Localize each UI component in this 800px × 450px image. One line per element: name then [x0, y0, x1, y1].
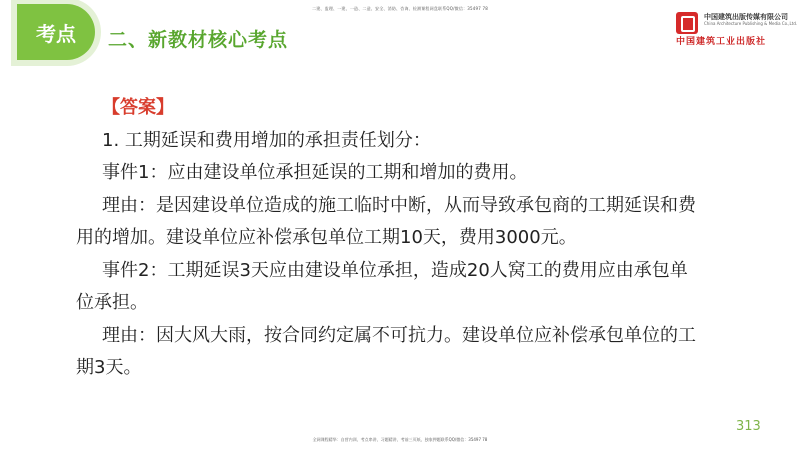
content-line: 期3天。: [76, 357, 142, 378]
publisher-name-cn: 中国建筑出版传媒有限公司: [704, 13, 788, 21]
top-watermark: 二建、监理、一建、一造、二造、安全、消防、咨询、检测课程网盘联系QQ/微信：35497 78: [312, 6, 488, 11]
badge-label: 考点: [36, 21, 76, 46]
content-line: 理由：是因建设单位造成的施工临时中断，从而导致承包商的工期延误和费: [102, 194, 696, 216]
publisher-name-en: China Architecture Publishing & Media Co.,Ltd.: [704, 21, 798, 26]
bottom-watermark: 全网课程精华：自营内训、考点串讲、习题精讲、考前三页纸、独家押题联系QQ/微信：35497 78: [312, 437, 488, 442]
page-number: 313: [736, 419, 761, 434]
content-line: 事件2：工期延误3天应由建设单位承担，造成20人窝工的费用应由承包单: [102, 259, 688, 281]
publisher-emblem-icon: [676, 12, 698, 34]
answer-content: [76, 92, 742, 385]
content-line: 位承担。: [76, 292, 148, 313]
content-line: 1. 工期延误和费用增加的承担责任划分：: [102, 129, 431, 151]
publisher-logo: [676, 12, 798, 47]
content-line: 用的增加。建设单位应补偿承包单位工期10天，费用3000元。: [76, 227, 577, 248]
content-line: 事件1：应由建设单位承担延误的工期和增加的费用。: [102, 162, 528, 183]
section-title: 二、新教材核心考点: [108, 29, 289, 51]
publisher-calligraphy: 中国建筑工业出版社: [676, 37, 767, 47]
section-badge: [17, 4, 95, 60]
answer-label: 【答案】: [102, 97, 174, 118]
content-line: 理由：因大风大雨，按合同约定属不可抗力。建设单位应补偿承包单位的工: [102, 324, 696, 346]
